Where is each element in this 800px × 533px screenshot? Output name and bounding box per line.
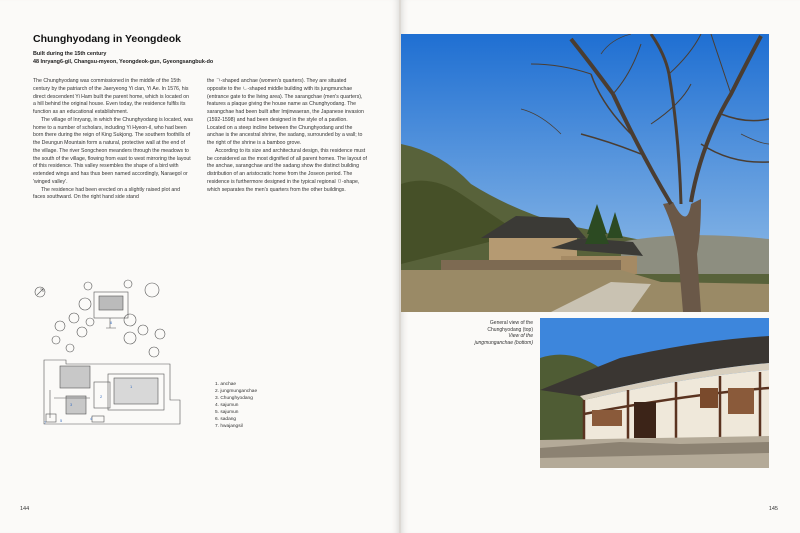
caption-line: General view of the [489,320,533,326]
caption-line: View of the [508,333,533,340]
photo-general-view [401,34,769,312]
paragraph: The village of Inryang, in which the Chunghyodang is located, was home to a number of scholars, including Yi Hyeon-il, who had been born there during the reign of King Sukjong. The southern foothills of the Deungun Mountain form a natural, protective wall at the end of the village. The river Songcheon meanders through the meadows to the south of the village, flowing from east to west mirroring the layout of this residence. This valley resembles the shape of a bird with extended wings and has thus been named accordingly, Naraegol or 'winged valley'. [33,116,193,185]
paragraph: the ㄱ-shaped anchae (women's quarters). They are situated opposite to the ㄴ-shaped middle building with its jungmunchae (entrance gate to the living area). The sarangchae (men's quarters), features a plaque giving the house name as Chunghyodang. The sarangchae had been built after Imjinwaeran, the Japanese invasion (1592-1598) and had been designed in the style of a pavilion. Located on a steep incline between the Chunghyodang and the anchae is the ancestral shrine, the sadang, surrounded by a wall; to the right of the shrine is a bamboo grove. [207,78,364,146]
svg-text:7: 7 [44,420,47,425]
svg-text:2: 2 [100,394,103,399]
address: 48 Inryang6-gil, Changsu-myeon, Yeongdeok-gun, Gyeongsangbuk-do [33,59,214,65]
legend-item: 4. sajumun [215,403,239,408]
photo-caption [451,320,533,346]
caption-line: jungmunganchae (bottom) [474,339,533,346]
text-column-1 [33,78,193,202]
built-date: Built during the 15th century [33,51,107,57]
paragraph: The residence had been erected on a slightly raised plot and faces southward. On the right hand side stand [33,186,181,201]
plan-legend [215,381,257,430]
svg-text:1: 1 [130,384,133,389]
svg-text:4: 4 [90,416,93,421]
legend-item: 2. jungmunganchae [215,389,258,394]
legend-item: 3. Chunghyodang [215,396,253,401]
svg-text:5: 5 [60,418,63,423]
page-title: Chunghyodang in Yeongdeok [33,33,181,45]
left-page [0,0,399,533]
text-column-2 [207,78,367,194]
caption-line: Chunghyodang (top) [487,326,533,333]
site-plan-drawing [30,278,200,438]
page-number-right: 145 [768,506,778,512]
legend-item: 6. sadang [215,417,237,422]
svg-text:6: 6 [110,320,113,325]
paragraph: According to its size and architectural design, this residence must be considered as the most dignified of all parent homes. The layout of the anchae, sarangchae and the sadang show the distinct building distribution of an aristocratic home from the Joseon period. The residence is furthermore designed in the typical regional ㅁ-shape, which separates the men's quarters from the other buildings. [207,147,367,193]
right-page [401,0,800,533]
legend-item: 1. anchae [215,382,237,387]
legend-item: 5. sajumun [215,410,239,415]
paragraph: The Chunghyodang was commissioned in the middle of the 15th century by the patriarch of the Jaeryeong Yi clan, Yi Ae. In 1576, his direct descendent Yi Ham built the parent home, which is located on a hill behind the original house. Even today, the residence fulfils its function as an educational establishment. [33,78,190,115]
photo-jungmunganchae [540,318,769,468]
legend-item: 7. hwajangsil [215,424,243,429]
svg-text:3: 3 [70,402,73,407]
building-meta [33,50,213,66]
page-number-left: 144 [20,506,30,512]
